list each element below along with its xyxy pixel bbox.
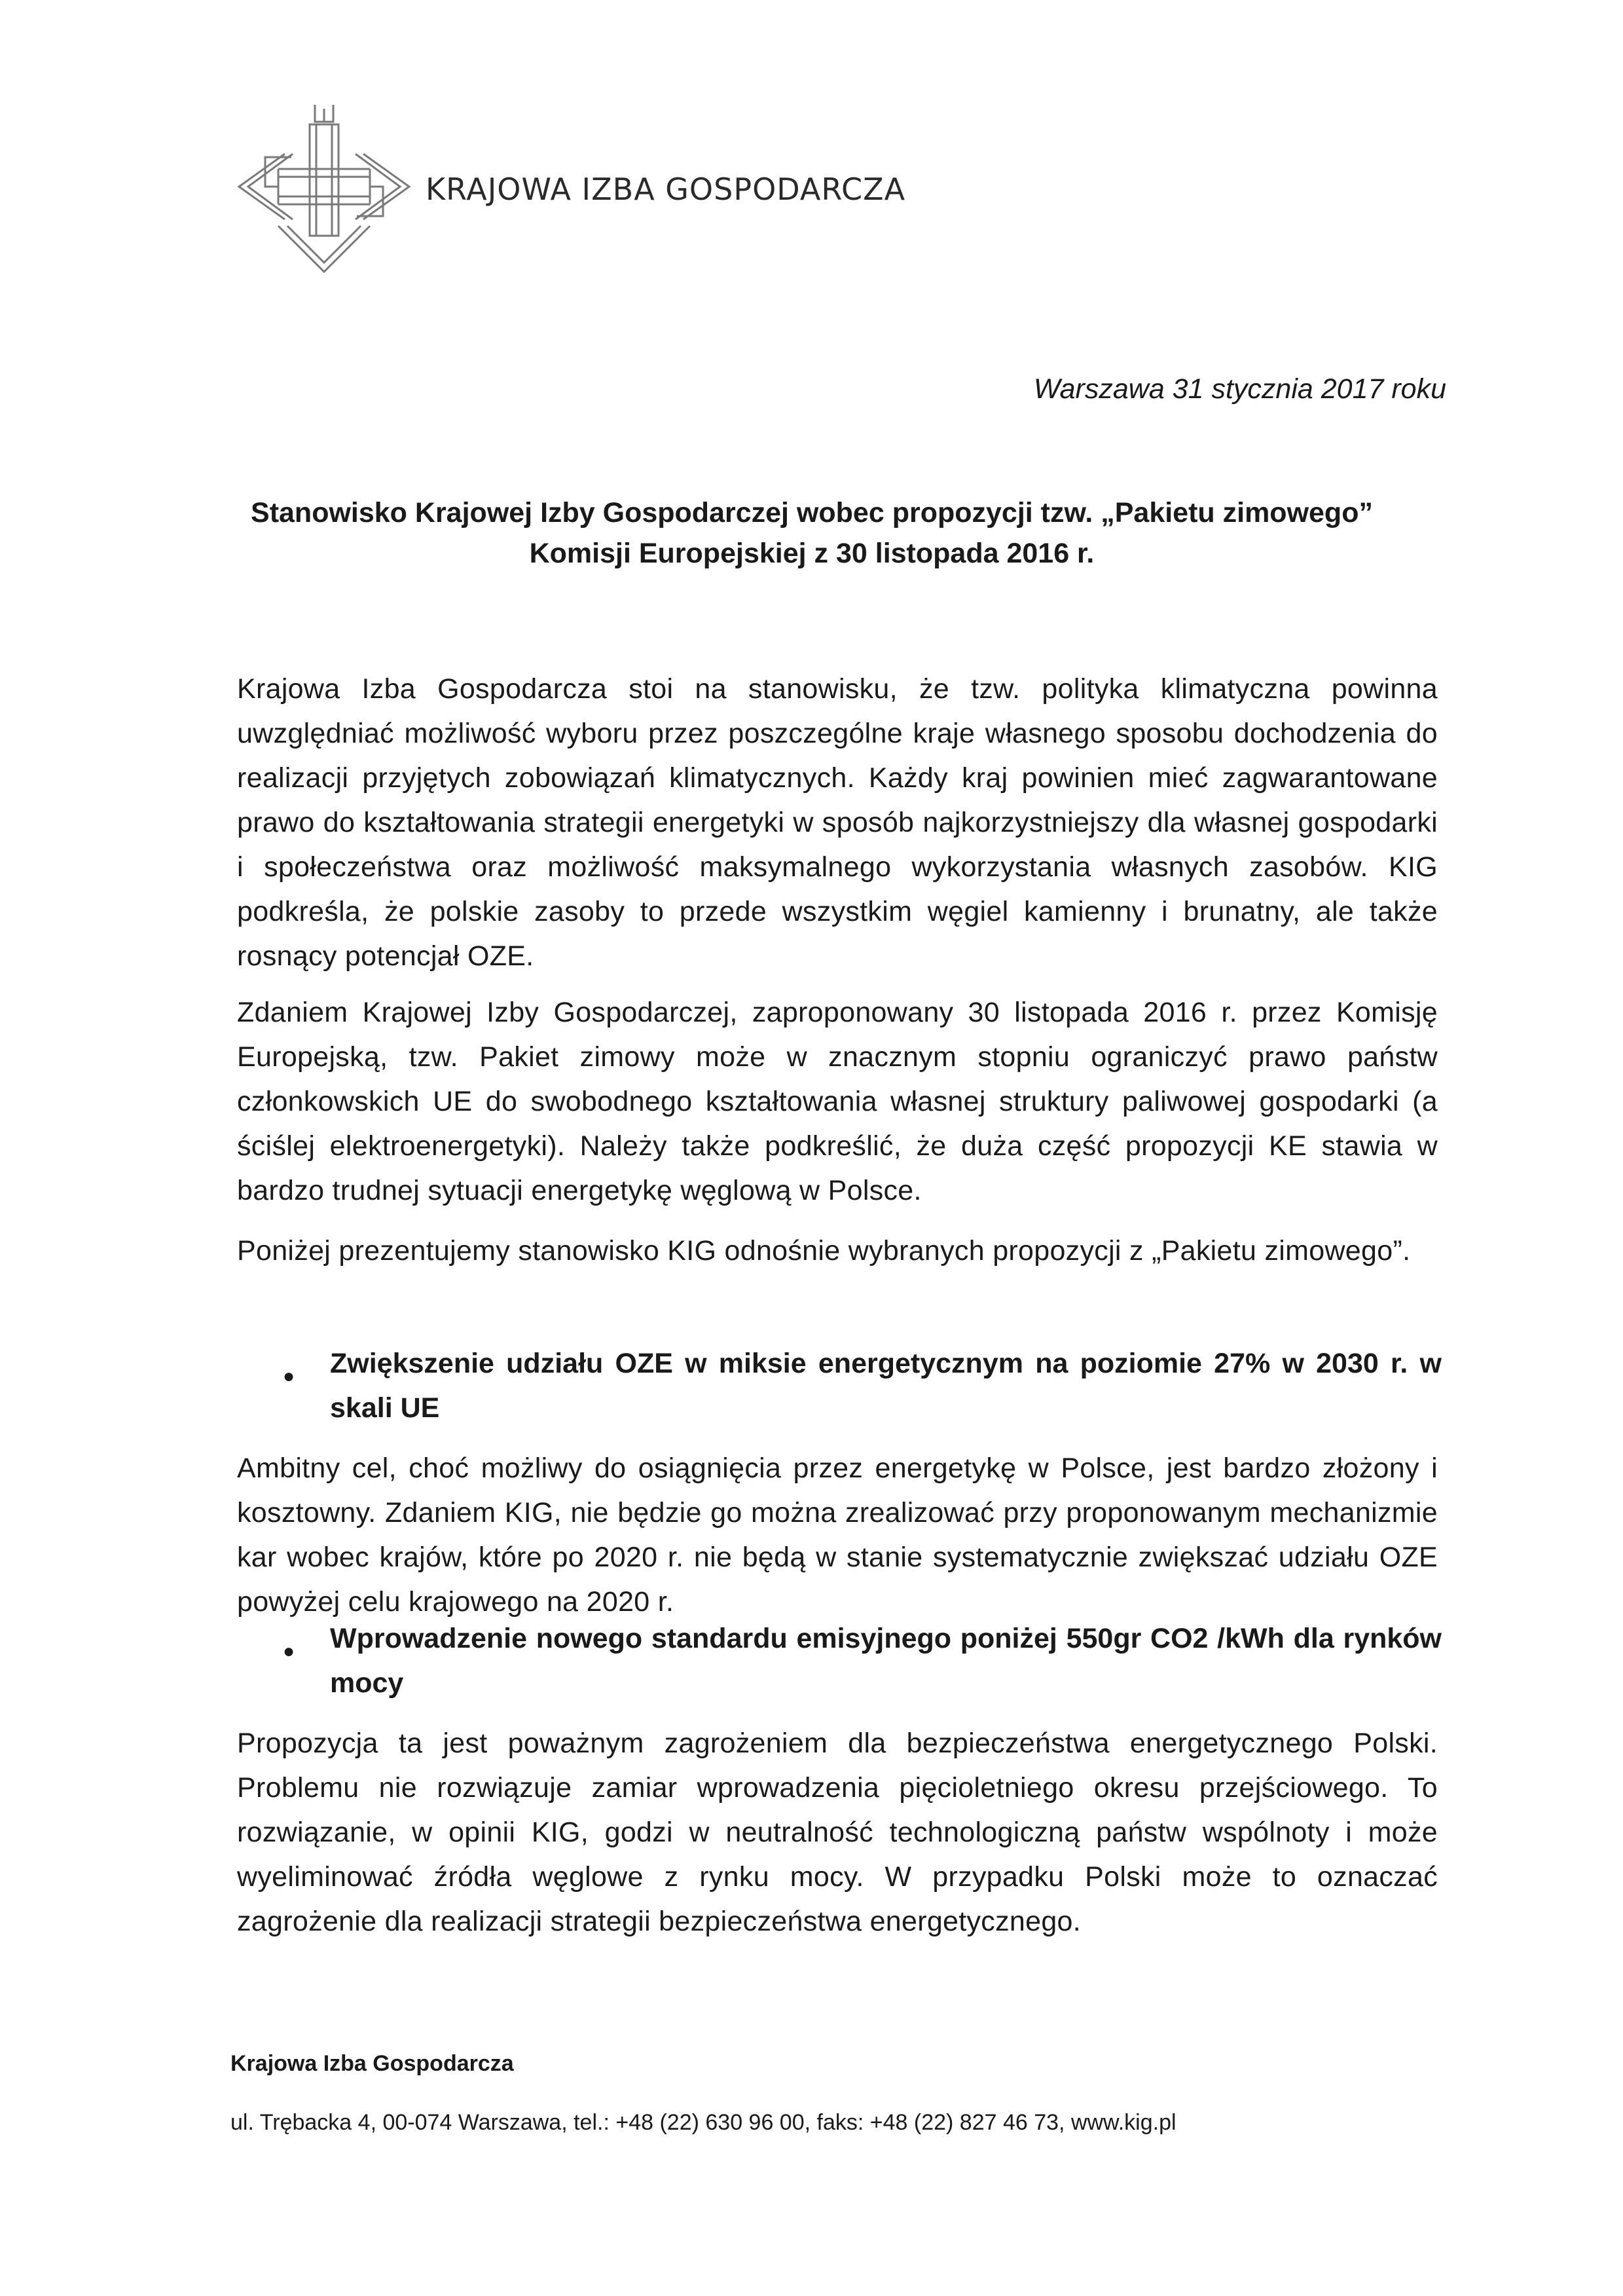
date-line: Warszawa 31 stycznia 2017 roku xyxy=(1033,373,1446,405)
paragraph-2: Zdaniem Krajowej Izby Gospodarczej, zaproponowany 30 listopada 2016 r. przez Komisję Europejską, tzw. Pakiet zimowy może w znacznym stopniu ograniczyć prawo państw członkowskich UE do swobodnego kształtowania własnej struktury paliwowej gospodarki (a ściślej elektroenergetyki). Należy także podkreślić, że duża część propozycji KE stawia w bardzo trudnej sytuacji energetykę węglową w Polsce. xyxy=(237,997,1438,1206)
bullet-heading-text: Wprowadzenie nowego standardu emisyjnego poniżej 550gr CO2 /kWh dla rynków mocy xyxy=(330,1623,1442,1699)
bullet-icon: ● xyxy=(283,1640,295,1662)
bullet-icon: ● xyxy=(283,1365,295,1387)
footer-address: ul. Trębacka 4, 00-074 Warszawa, tel.: +48 (22) 630 96 00, faks: +48 (22) 827 46 73, www.kig.pl xyxy=(230,2110,1176,2135)
title-line-2: Komisji Europejskiej z 30 listopada 2016 r. xyxy=(529,538,1095,569)
paragraph-4: Ambitny cel, choć możliwy do osiągnięcia przez energetykę w Polsce, jest bardzo złożony i kosztowny. Zdaniem KIG, nie będzie go można zrealizować przy proponowanym mechanizmie kar wobec krajów, które po 2020 r. nie będą w stanie systematycznie zwiększać udziału OZE powyżej celu krajowego na 2020 r. xyxy=(237,1453,1438,1618)
document-title xyxy=(196,492,1427,574)
paragraph-5: Propozycja ta jest poważnym zagrożeniem dla bezpieczeństwa energetycznego Polski. Problemu nie rozwiązuje zamiar wprowadzenia pięcioletniego okresu przejściowego. To rozwiązanie, w opinii KIG, godzi w neutralność technologiczną państw wspólnoty i może wyeliminować źródła węglowe z rynku mocy. W przypadku Polski może to oznaczać zagrożenie dla realizacji strategii bezpieczeństwa energetycznego. xyxy=(237,1728,1438,1937)
bullet-heading-text: Zwiększenie udziału OZE w miksie energetycznym na poziomie 27% w 2030 r. w skali UE xyxy=(330,1348,1442,1424)
paragraph-3: Poniżej prezentujemy stanowisko KIG odnośnie wybranych propozycji z „Pakietu zimowego”. xyxy=(237,1235,1411,1267)
bullet-heading-2 xyxy=(283,1616,1442,1705)
paragraph-1: Krajowa Izba Gospodarcza stoi na stanowisku, że tzw. polityka klimatyczna powinna uwzględniać możliwość wyboru przez poszczególne kraje własnego sposobu dochodzenia do realizacji przyjętych zobowiązań klimatycznych. Każdy kraj powinien mieć zagwarantowane prawo do kształtowania strategii energetyki w sposób najkorzystniejszy dla własnej gospodarki i społeczeństwa oraz możliwość maksymalnego wykorzystania własnych zasobów. KIG podkreśla, że polskie zasoby to przede wszystkim węgiel kamienny i brunatny, ale także rosnący potencjał OZE. xyxy=(237,673,1438,972)
kig-logo-icon xyxy=(232,92,416,282)
footer-org-name: Krajowa Izba Gospodarcza xyxy=(230,2051,514,2076)
org-name: KRAJOWA IZBA GOSPODARCZA xyxy=(426,172,906,207)
bullet-heading-1 xyxy=(283,1341,1442,1430)
title-line-1: Stanowisko Krajowej Izby Gospodarczej wobec propozycji tzw. „Pakietu zimowego” xyxy=(251,497,1373,528)
